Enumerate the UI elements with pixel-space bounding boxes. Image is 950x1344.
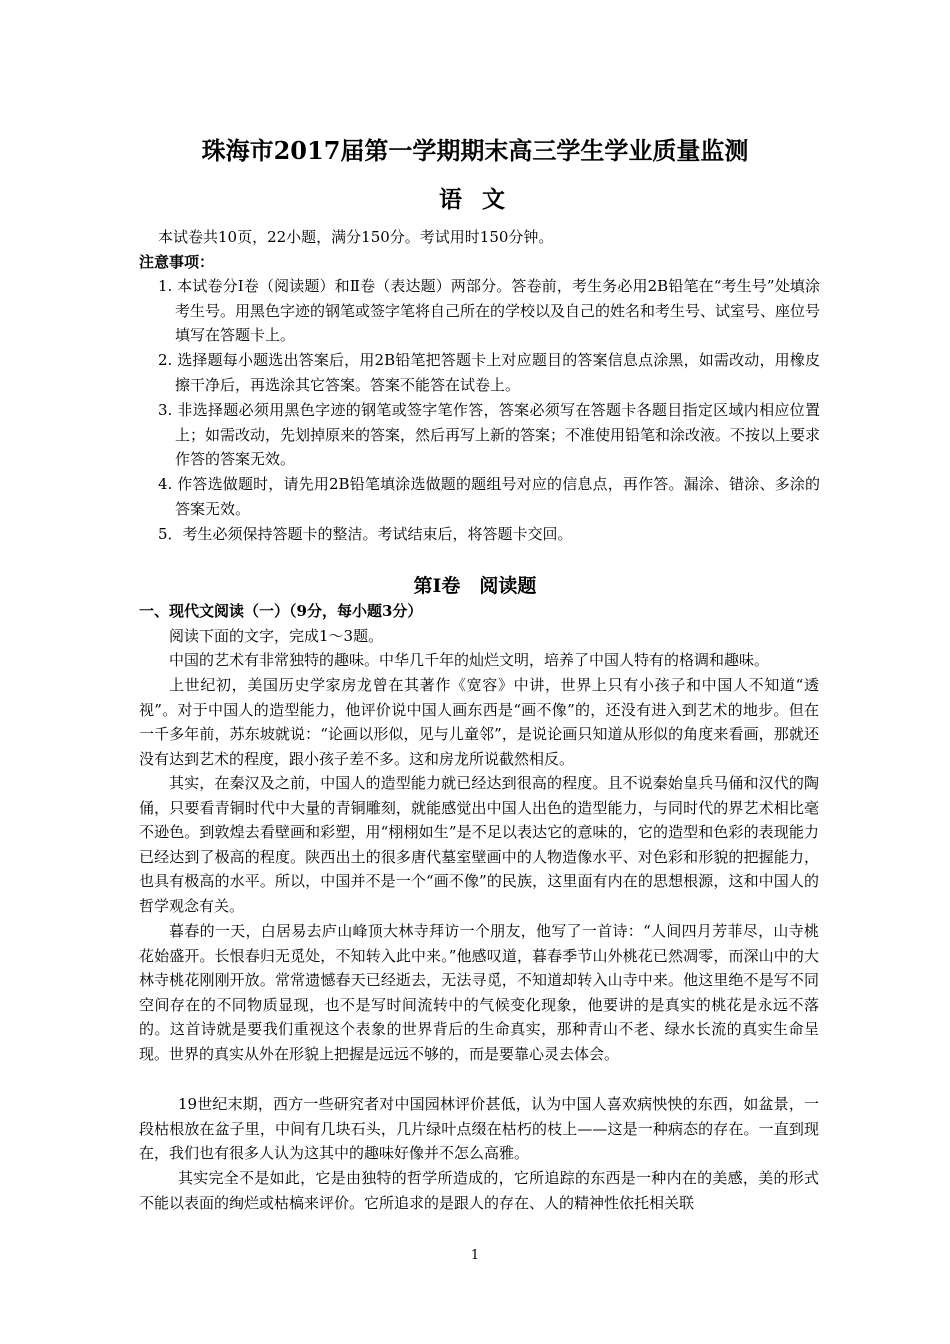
notice-item-text: 3. 非选择题必须用黑色字迹的钢笔或签字笔作答，答案必须写在答题卡各题目指定区域内相应位置上；如需改动，先划掉原来的答案，然后再写上新的答案；不准使用铅笔和涂改液。不按以上要求作答的答案无效。 <box>158 401 821 469</box>
reading-paragraph: 中国的艺术有非常独特的趣味。中华几千年的灿烂文明，培养了中国人特有的格调和趣味。 <box>169 651 770 669</box>
reading-paragraph: 其实，在秦汉及之前，中国人的造型能力就已经达到很高的程度。且不说秦始皇兵马俑和汉代的陶俑，只要看青铜时代中大量的青铜雕刻，就能感觉出中国人出色的造型能力，与同时代的界艺术相比毫不逊色。到敦煌去看壁画和彩塑，用“栩栩如生”是不足以表达它的意味的，它的造型和色彩的表现能力已经达到了极高的程度。陕西出土的很多唐代墓室壁画中的人物造像水平、对色彩和形貌的把握能力，也具有极高的水平。所以，中国并不是一个“画不像”的民族，这里面有内在的思想根源，这和中国人的哲学观念有关。 <box>139 774 819 915</box>
notice-heading: 注意事项： <box>139 253 215 271</box>
section-title: 第Ⅰ卷 阅读题 <box>413 575 537 597</box>
exam-title: 珠海市2017届第一学期期末高三学生学业质量监测 <box>201 136 749 165</box>
notice-item <box>158 348 820 397</box>
exam-intro: 本试卷共10页，22小题，满分150分。考试用时150分钟。 <box>158 228 554 246</box>
reading-paragraph: 19世纪末期，西方一些研究者对中国园林评价甚低，认为中国人喜欢病怏怏的东西，如盆景，一段枯根放在盆子里，中间有几块石头，几片绿叶点缀在枯朽的枝上——这是一种病态的存在。一直到现在，我们也有很多人认为这其中的趣味好像并不怎么高雅。 <box>139 1095 819 1163</box>
notice-item <box>158 522 820 547</box>
subject-title: 语 文 <box>438 186 511 213</box>
reading-paragraph: 其实完全不是如此，它是由独特的哲学所造成的，它所追踪的东西是一种内在的美感，美的形式不能以表面的绚烂或枯槁来评价。它所追求的是跟人的存在、人的精神性依托相关联 <box>139 1169 819 1212</box>
notice-item-text: 2. 选择题每小题选出答案后，用2B铅笔把答题卡上对应题目的答案信息点涂黑，如需改动，用橡皮擦干净后，再选涂其它答案。答案不能答在试卷上。 <box>158 351 820 394</box>
notice-item <box>158 274 820 348</box>
reading-paragraph: 暮春的一天，白居易去庐山峰顶大林寺拜访一个朋友，他写了一首诗：“人间四月芳菲尽，山寺桃花始盛开。长恨春归无觅处，不知转入此中来。”他感叹道，暮春季节山外桃花已然凋零，而深山中的大林寺桃花刚刚开放。常常遗憾春天已经逝去，无法寻觅，不知道却转入山寺中来。他这里绝不是写不同空间存在的不同物质显现，也不是写时间流转中的气候变化现象，他要讲的是真实的桃花是永远不落的。这首诗就是要我们重视这个表象的世界背后的生命真实，那种青山不老、绿水长流的真实生命呈现。世界的真实从外在形貌上把握是远远不够的，而是要靠心灵去体会。 <box>139 922 819 1063</box>
notice-item <box>158 472 820 521</box>
notice-item-text: 5．考生必须保持答题卡的整洁。考试结束后，将答题卡交回。 <box>158 525 573 543</box>
notice-item-text: 1. 本试卷分Ⅰ卷（阅读题）和Ⅱ卷（表达题）两部分。答卷前，考生务必用2B铅笔在“考生号”处填涂考生号。用黑色字迹的钢笔或签字笔将自己所在的学校以及自己的姓名和考生号、试室号、座位号填写在答题卡上。 <box>158 277 821 345</box>
notice-item <box>158 398 820 472</box>
reading-paragraph: 上世纪初，美国历史学家房龙曾在其著作《宽容》中讲，世界上只有小孩子和中国人不知道“透视”。对于中国人的造型能力，他评价说中国人画东西是“画不像”的，还没有进入到艺术的地步。但在一千多年前，苏东坡就说：“论画以形似，见与儿童邻”，是说论画只知道从形似的角度来看画，那就还没有达到艺术的程度，跟小孩子差不多。这和房龙所说截然相反。 <box>139 676 819 768</box>
notice-item-text: 4. 作答选做题时，请先用2B铅笔填涂选做题的题组号对应的信息点，再作答。漏涂、错涂、多涂的答案无效。 <box>158 475 820 518</box>
part-title: 一、现代文阅读（一）（9分，每小题3分） <box>139 602 423 620</box>
reading-instruction: 阅读下面的文字，完成1～3题。 <box>169 627 384 645</box>
page-number: 1 <box>470 1248 480 1263</box>
